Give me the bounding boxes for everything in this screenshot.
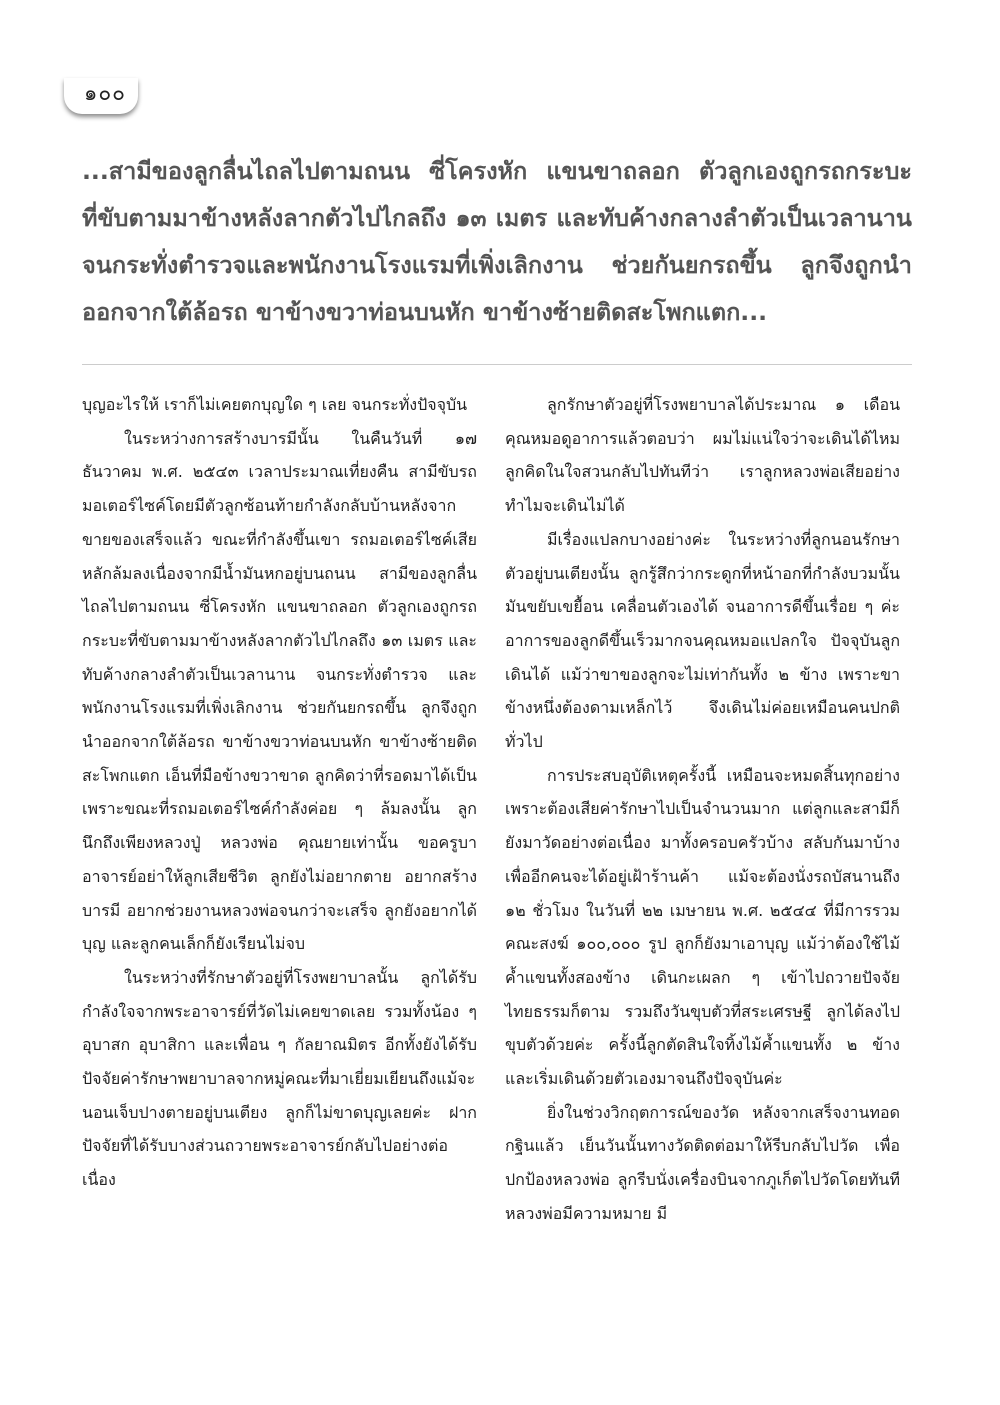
body-paragraph: การประสบอุบัติเหตุครั้งนี้ เหมือนจะหมดสิ้นทุกอย่าง เพราะต้องเสียค่ารักษาไปเป็นจำนวนมาก แต่ลูกและสามีก็ยังมาวัดอย่างต่อเนื่อง มาทั้งครอบครัวบ้าง สลับกันมาบ้าง เพื่ออีกคนจะได้อยู่เฝ้าร้านค้า แม้จะต้องนั่งรถบัสนานถึง ๑๒ ชั่วโมง ในวันที่ ๒๒ เมษายน พ.ศ. ๒๕๔๔ ที่มีการรวมคณะสงฆ์ ๑๐๐,๐๐๐ รูป ลูกก็ยังมาเอาบุญ แม้ว่าต้องใช้ไม้ค้ำแขนทั้งสองข้าง เดินกะเผลก ๆ เข้าไปถวายปัจจัยไทยธรรมก็ตาม รวมถึงวันขุบตัวที่สระเศรษฐี ลูกได้ลงไปขุบตัวด้วยค่ะ ครั้งนี้ลูกตัดสินใจทิ้งไม้ค้ำแขนทั้ง ๒ ข้าง และเริ่มเดินด้วยตัวเองมาจนถึงปัจจุบันค่ะ bbox=[505, 765, 900, 1089]
right-column bbox=[505, 388, 900, 1231]
pull-quote-line: ที่ขับตามมาข้างหลังลากตัวไปไกลถึง ๑๓ เมตร และทับค้างกลางลำตัวเป็นเวลานาน bbox=[82, 204, 912, 232]
pull-quote-line: ออกจากใต้ล้อรถ ขาข้างขวาท่อนบนหัก ขาข้างซ้ายติดสะโพกแตก... bbox=[82, 298, 768, 326]
pull-quote-line: ...สามีของลูกลื่นไถลไปตามถนน ซี่โครงหัก แขนขาถลอก ตัวลูกเองถูกรถกระบะ bbox=[82, 157, 912, 185]
left-column bbox=[82, 388, 477, 1197]
pull-quote bbox=[82, 148, 912, 336]
body-paragraph: ในระหว่างการสร้างบารมีนั้น ในคืนวันที่ ๑๗ ธันวาคม พ.ศ. ๒๕๔๓ เวลาประมาณเที่ยงคืน สามีขับรถมอเตอร์ไซค์โดยมีตัวลูกซ้อนท้ายกำลังกลับบ้านหลังจากขายของเสร็จแล้ว ขณะที่กำลังขึ้นเขา รถมอเตอร์ไซค์เสียหลักล้มลงเนื่องจากมีน้ำมันหกอยู่บนถนน สามีของลูกลื่นไถลไปตามถนน ซี่โครงหัก แขนขาถลอก ตัวลูกเองถูกรถกระบะที่ขับตามมาข้างหลังลากตัวไปไกลถึง ๑๓ เมตร และทับค้างกลางลำตัวเป็นเวลานาน จนกระทั่งตำรวจ และพนักงานโรงแรมที่เพิ่งเลิกงาน ช่วยกันยกรถขึ้น ลูกจึงถูกนำออกจากใต้ล้อรถ ขาข้างขวาท่อนบนหัก ขาข้างซ้ายติดสะโพกแตก เอ็นที่มือข้างขวาขาด ลูกคิดว่าที่รอดมาได้เป็นเพราะขณะที่รถมอเตอร์ไซค์กำลังค่อย ๆ ล้มลงนั้น ลูกนึกถึงเพียงหลวงปู่ หลวงพ่อ คุณยายเท่านั้น ขอครูบาอาจารย์อย่าให้ลูกเสียชีวิต ลูกยังไม่อยากตาย อยากสร้างบารมี อยากช่วยงานหลวงพ่อจนกว่าจะเสร็จ ลูกยังอยากได้บุญ และลูกคนเล็กก็ยังเรียนไม่จบ bbox=[82, 428, 477, 954]
body-paragraph: ในระหว่างที่รักษาตัวอยู่ที่โรงพยาบาลนั้น ลูกได้รับกำลังใจจากพระอาจารย์ที่วัดไม่เคยขาดเลย รวมทั้งน้อง ๆ อุบาสก อุบาสิกา และเพื่อน ๆ กัลยาณมิตร อีกทั้งยังได้รับปัจจัยค่ารักษาพยาบาลจากหมู่คณะที่มาเยี่ยมเยียนถึงแม้จะนอนเจ็บปางตายอยู่บนเตียง ลูกก็ไม่ขาดบุญเลยค่ะ ฝากปัจจัยที่ได้รับบางส่วนถวายพระอาจารย์กลับไปอย่างต่อเนื่อง bbox=[82, 967, 477, 1190]
body-paragraph: ลูกรักษาตัวอยู่ที่โรงพยาบาลได้ประมาณ ๑ เดือน คุณหมอดูอาการแล้วตอบว่า ผมไม่แน่ใจว่าจะเดินได้ไหม ลูกคิดในใจสวนกลับไปทันทีว่า เราลูกหลวงพ่อเสียอย่าง ทำไมจะเดินไม่ได้ bbox=[505, 395, 900, 516]
section-divider bbox=[82, 364, 912, 365]
body-paragraph: ยิ่งในช่วงวิกฤตการณ์ของวัด หลังจากเสร็จงานทอดกฐินแล้ว เย็นวันนั้นทางวัดติดต่อมาให้รีบกลับไปวัด เพื่อปกป้องหลวงพ่อ ลูกรีบนั่งเครื่องบินจากภูเก็ตไปวัดโดยทันที หลวงพ่อมีความหมาย มี bbox=[505, 1102, 900, 1223]
body-paragraph: มีเรื่องแปลกบางอย่างค่ะ ในระหว่างที่ลูกนอนรักษาตัวอยู่บนเตียงนั้น ลูกรู้สึกว่ากระดูกที่หน้าอกที่กำลังบวมนั้นมันขยับเขยื้อน เคลื่อนตัวเองได้ จนอาการดีขึ้นเรื่อย ๆ ค่ะ อาการของลูกดีขึ้นเร็วมากจนคุณหมอแปลกใจ ปัจจุบันลูกเดินได้ แม้ว่าขาของลูกจะไม่เท่ากันทั้ง ๒ ข้าง เพราะขาข้างหนึ่งต้องดามเหล็กไว้ จึงเดินไม่ค่อยเหมือนคนปกติทั่วไป bbox=[505, 529, 900, 752]
body-paragraph: บุญอะไรให้ เราก็ไม่เคยตกบุญใด ๆ เลย จนกระทั่งปัจจุบัน bbox=[82, 395, 468, 414]
pull-quote-line: จนกระทั่งตำรวจและพนักงานโรงแรมที่เพิ่งเลิกงาน ช่วยกันยกรถขึ้น ลูกจึงถูกนำ bbox=[82, 251, 912, 279]
page-number: ๑๐๐ bbox=[84, 81, 126, 105]
